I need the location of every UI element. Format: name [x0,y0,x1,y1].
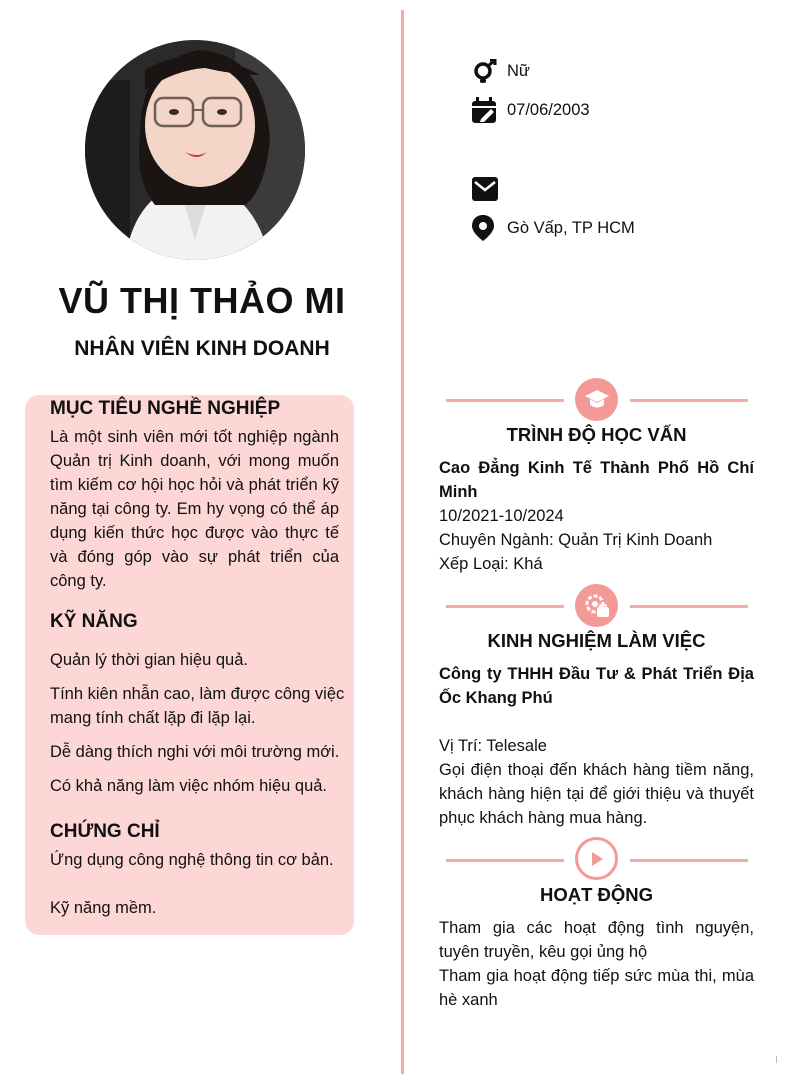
gender-icon [471,58,499,84]
activities-rule-left [446,859,564,862]
skill-item: Tính kiên nhẫn cao, làm được công việc mang tính chất lặp đi lặp lại. [50,685,345,727]
calendar-icon [471,97,499,123]
address-row [471,215,635,241]
education-rule-left [446,399,564,402]
skill-item: Quản lý thời gian hiệu quả. [50,651,248,669]
skill-item: Dễ dàng thích nghi với môi trường mới. [50,743,340,761]
objective-text: Là một sinh viên mới tốt nghiệp ngành Quản trị Kinh doanh, với mong muốn tìm kiếm cơ hội học hỏi và phát triển kỹ năng tại công ty. Em hy vọng có thể áp dụng kiến thức học được vào thực tế và đóng góp vào sự phát triển của công ty. [50,428,339,590]
activity-item: Tham gia hoạt động tiếp sức mùa thi, mùa hè xanh [439,967,754,1009]
profile-photo [85,40,305,260]
gender-row [471,58,530,84]
education-school: Cao Đẳng Kinh Tế Thành Phố Hồ Chí Minh [439,459,754,501]
birthday-row [471,97,590,123]
education-badge [575,378,618,421]
activity-item: Tham gia các hoạt động tình nguyện, tuyên truyền, kêu gọi ủng hộ [439,919,754,961]
column-divider [401,10,404,1074]
activities-heading: HOẠT ĐỘNG [539,884,654,905]
experience-description: Gọi điện thoại đến khách hàng tiềm năng, khách hàng hiện tại để giới thiệu và thuyết phục khách hàng mua hàng. [439,761,754,827]
experience-heading: KINH NGHIỆM LÀM VIỆC [487,630,706,651]
certificates-heading: CHỨNG CHỈ [50,821,160,842]
experience-rule-right [630,605,748,608]
education-heading: TRÌNH ĐỘ HỌC VẤN [506,424,687,445]
graduation-cap-icon [584,389,610,411]
education-grade: Xếp Loại: Khá [439,555,543,573]
experience-badge [575,584,618,627]
play-icon [589,851,605,867]
gear-briefcase-icon [583,592,611,620]
candidate-name: VŨ THỊ THẢO MI [58,280,346,321]
skills-heading: KỸ NĂNG [50,611,138,632]
job-title: NHÂN VIÊN KINH DOANH [74,337,330,360]
certificate-item: Ứng dụng công nghệ thông tin cơ bản. [50,851,334,869]
education-major: Chuyên Ngành: Quản Trị Kinh Doanh [439,531,713,549]
experience-position: Vị Trí: Telesale [439,737,547,755]
experience-company: Công ty THHH Đầu Tư & Phát Triển Địa Ốc Khang Phú [439,665,754,707]
certificate-item: Kỹ năng mềm. [50,899,157,917]
activities-badge [575,837,618,880]
address-text: Gò Vấp, TP HCM [507,218,635,237]
location-icon [471,215,499,241]
education-period: 10/2021-10/2024 [439,507,564,525]
skill-item: Có khả năng làm việc nhóm hiệu quả. [50,777,328,795]
email-icon [471,176,499,202]
birthday-text: 07/06/2003 [507,100,590,119]
email-row [471,176,507,202]
page-mark [776,1056,777,1063]
objective-heading: MỤC TIÊU NGHỀ NGHIỆP [50,398,281,419]
gender-text: Nữ [507,61,530,80]
activities-rule-right [630,859,748,862]
experience-rule-left [446,605,564,608]
education-rule-right [630,399,748,402]
